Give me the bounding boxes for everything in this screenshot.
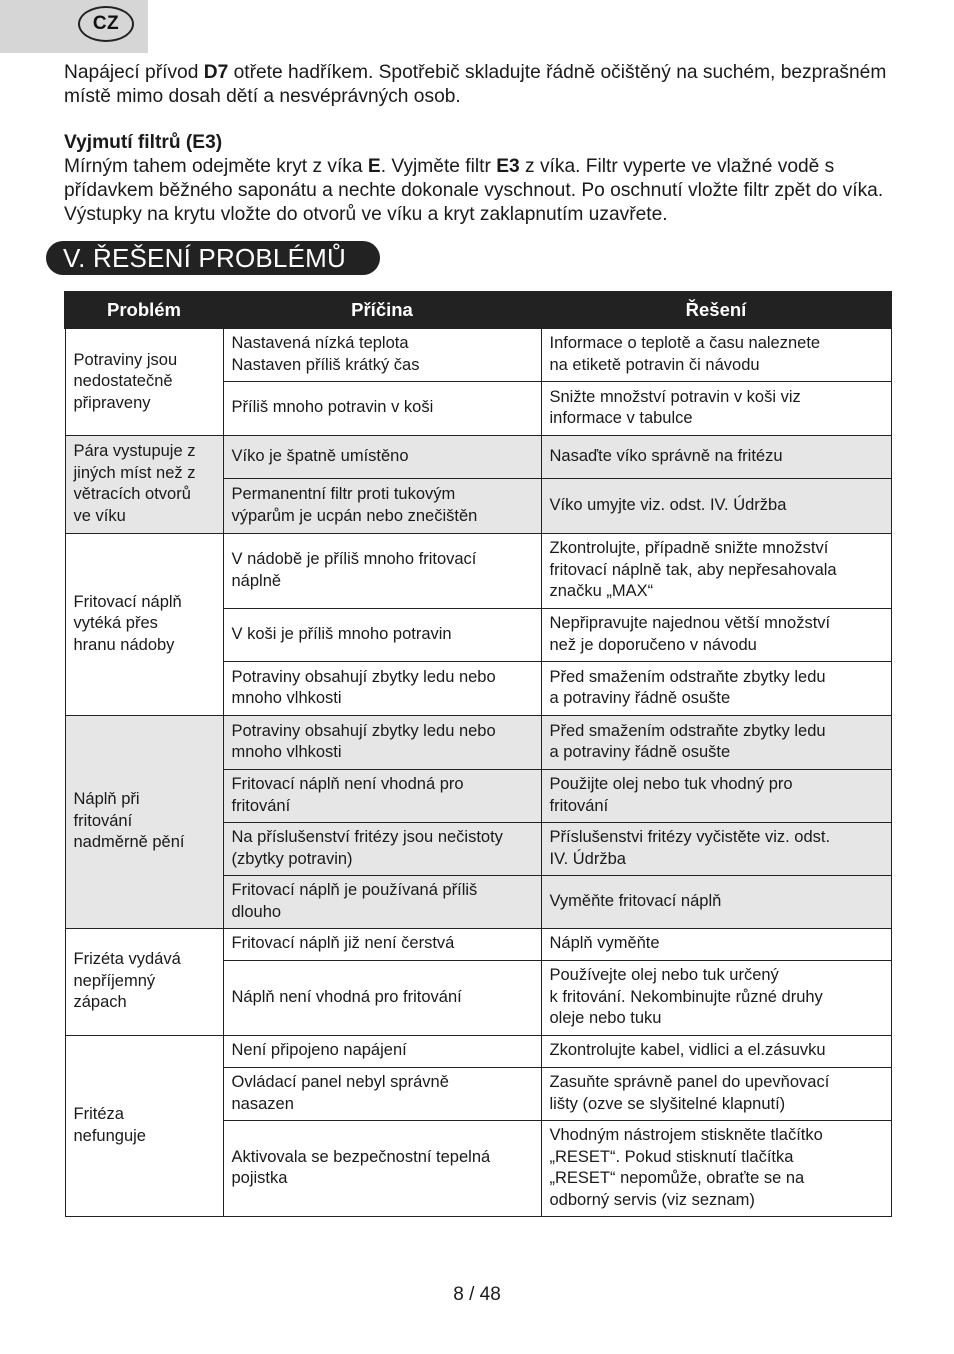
filters-ref-e3: E3 [496,156,520,177]
filters-paragraph [64,155,894,227]
solution-cell: Zkontrolujte, případně snižte množství fritovací náplně tak, aby nepřesahovala značku „MAX“ [541,533,891,608]
table-row [65,435,891,478]
cause-cell: Není připojeno napájení [223,1035,541,1067]
language-badge: CZ [78,6,134,42]
table-row [65,928,891,960]
cause-cell: Víko je špatně umístěno [223,435,541,478]
header-cause: Příčina [223,292,541,328]
solution-cell: Nasaďte víko správně na fritézu [541,435,891,478]
header-solution: Řešení [541,292,891,328]
troubleshooting-table [64,291,892,1217]
solution-cell: Snižte množství potravin v koši viz informace v tabulce [541,381,891,435]
filters-section [64,131,894,227]
problem-cell: Fritéza nefunguje [65,1035,223,1216]
cause-cell: Aktivovala se bezpečnostní tepelná pojistka [223,1120,541,1216]
solution-cell: Náplň vyměňte [541,928,891,960]
table-row [65,533,891,608]
section-title: V. ŘEŠENÍ PROBLÉMŮ [46,241,380,275]
solution-cell: Příslušenstvi fritézy vyčistěte viz. odst. IV. Údržba [541,822,891,875]
table-row [65,1035,891,1067]
cause-cell: Potraviny obsahují zbytky ledu nebo mnoho vlhkosti [223,715,541,769]
cause-cell: Příliš mnoho potravin v koši [223,381,541,435]
cause-cell: Permanentní filtr proti tukovým výparům je ucpán nebo znečištěn [223,478,541,533]
cause-cell: V nádobě je příliš mnoho fritovací náplně [223,533,541,608]
table-row [65,715,891,769]
table-row [65,328,891,381]
cause-cell: Fritovací náplň není vhodná pro fritování [223,769,541,822]
problem-cell: Potraviny jsou nedostatečně připraveny [65,328,223,435]
problem-cell: Náplň při fritování nadměrně pění [65,715,223,928]
cause-cell: Náplň není vhodná pro fritování [223,960,541,1035]
problem-cell: Frizéta vydává nepříjemný zápach [65,928,223,1035]
solution-cell: Vhodným nástrojem stiskněte tlačítko „RESET“. Pokud stisknutí tlačítka „RESET“ nepomůže, obraťte se na odborný servis (viz seznam) [541,1120,891,1216]
filters-heading: Vyjmutí filtrů (E3) [64,132,223,153]
filters-ref-e: E [367,156,381,177]
problem-cell: Pára vystupuje z jiných míst než z větracích otvorů ve víku [65,435,223,533]
solution-cell: Před smažením odstraňte zbytky ledu a potraviny řádně osušte [541,661,891,715]
solution-cell: Zkontrolujte kabel, vidlici a el.zásuvku [541,1035,891,1067]
problem-cell: Fritovací náplň vytéká přes hranu nádoby [65,533,223,715]
cause-cell: V koši je příliš mnoho potravin [223,608,541,661]
filters-text-3: z víka. Filtr vyperte ve vlažné vodě s přídavkem běžného saponátu a nechte dokonale vyschnout. Po oschnutí vložte filtr zpět do víka. Výstupky na krytu vložte do otvorů ve víku a kryt zaklapnutím uzavřete. [64,156,884,225]
filters-text-1: Mírným tahem odejměte kryt z víka [64,156,368,177]
intro-text-1: Napájecí přívod [64,62,204,83]
solution-cell: Nepřipravujte najednou větší množství než je doporučeno v návodu [541,608,891,661]
solution-cell: Použijte olej nebo tuk vhodný pro fritování [541,769,891,822]
solution-cell: Používejte olej nebo tuk určený k fritování. Nekombinujte různé druhy oleje nebo tuku [541,960,891,1035]
filters-text-2: . Vyjměte filtr [380,156,497,177]
cause-cell: Na příslušenství fritézy jsou nečistoty (zbytky potravin) [223,822,541,875]
table-body [65,328,891,1216]
language-tab [0,0,148,53]
intro-text-2: otřete hadříkem. Spotřebič skladujte řádně očištěný na suchém, bezprašném místě mimo dosah dětí a nesvéprávných osob. [64,62,887,107]
cause-cell: Potraviny obsahují zbytky ledu nebo mnoho vlhkosti [223,661,541,715]
solution-cell: Zasuňte správně panel do upevňovací lišty (ozve se slyšitelné klapnutí) [541,1067,891,1120]
cause-cell: Ovládací panel nebyl správně nasazen [223,1067,541,1120]
cause-cell: Fritovací náplň je používaná příliš dlouho [223,875,541,928]
table-header-row [65,292,891,328]
solution-cell: Informace o teplotě a času naleznete na etiketě potravin či návodu [541,328,891,381]
intro-ref-d7: D7 [203,62,229,83]
intro-paragraph [64,61,894,109]
solution-cell: Před smažením odstraňte zbytky ledu a potraviny řádně osušte [541,715,891,769]
page-number: 8 / 48 [453,1284,501,1305]
header-problem: Problém [65,292,223,328]
cause-cell: Fritovací náplň již není čerstvá [223,928,541,960]
cause-cell: Nastavená nízká teplota Nastaven příliš krátký čas [223,328,541,381]
solution-cell: Vyměňte fritovací náplň [541,875,891,928]
solution-cell: Víko umyjte viz. odst. IV. Údržba [541,478,891,533]
